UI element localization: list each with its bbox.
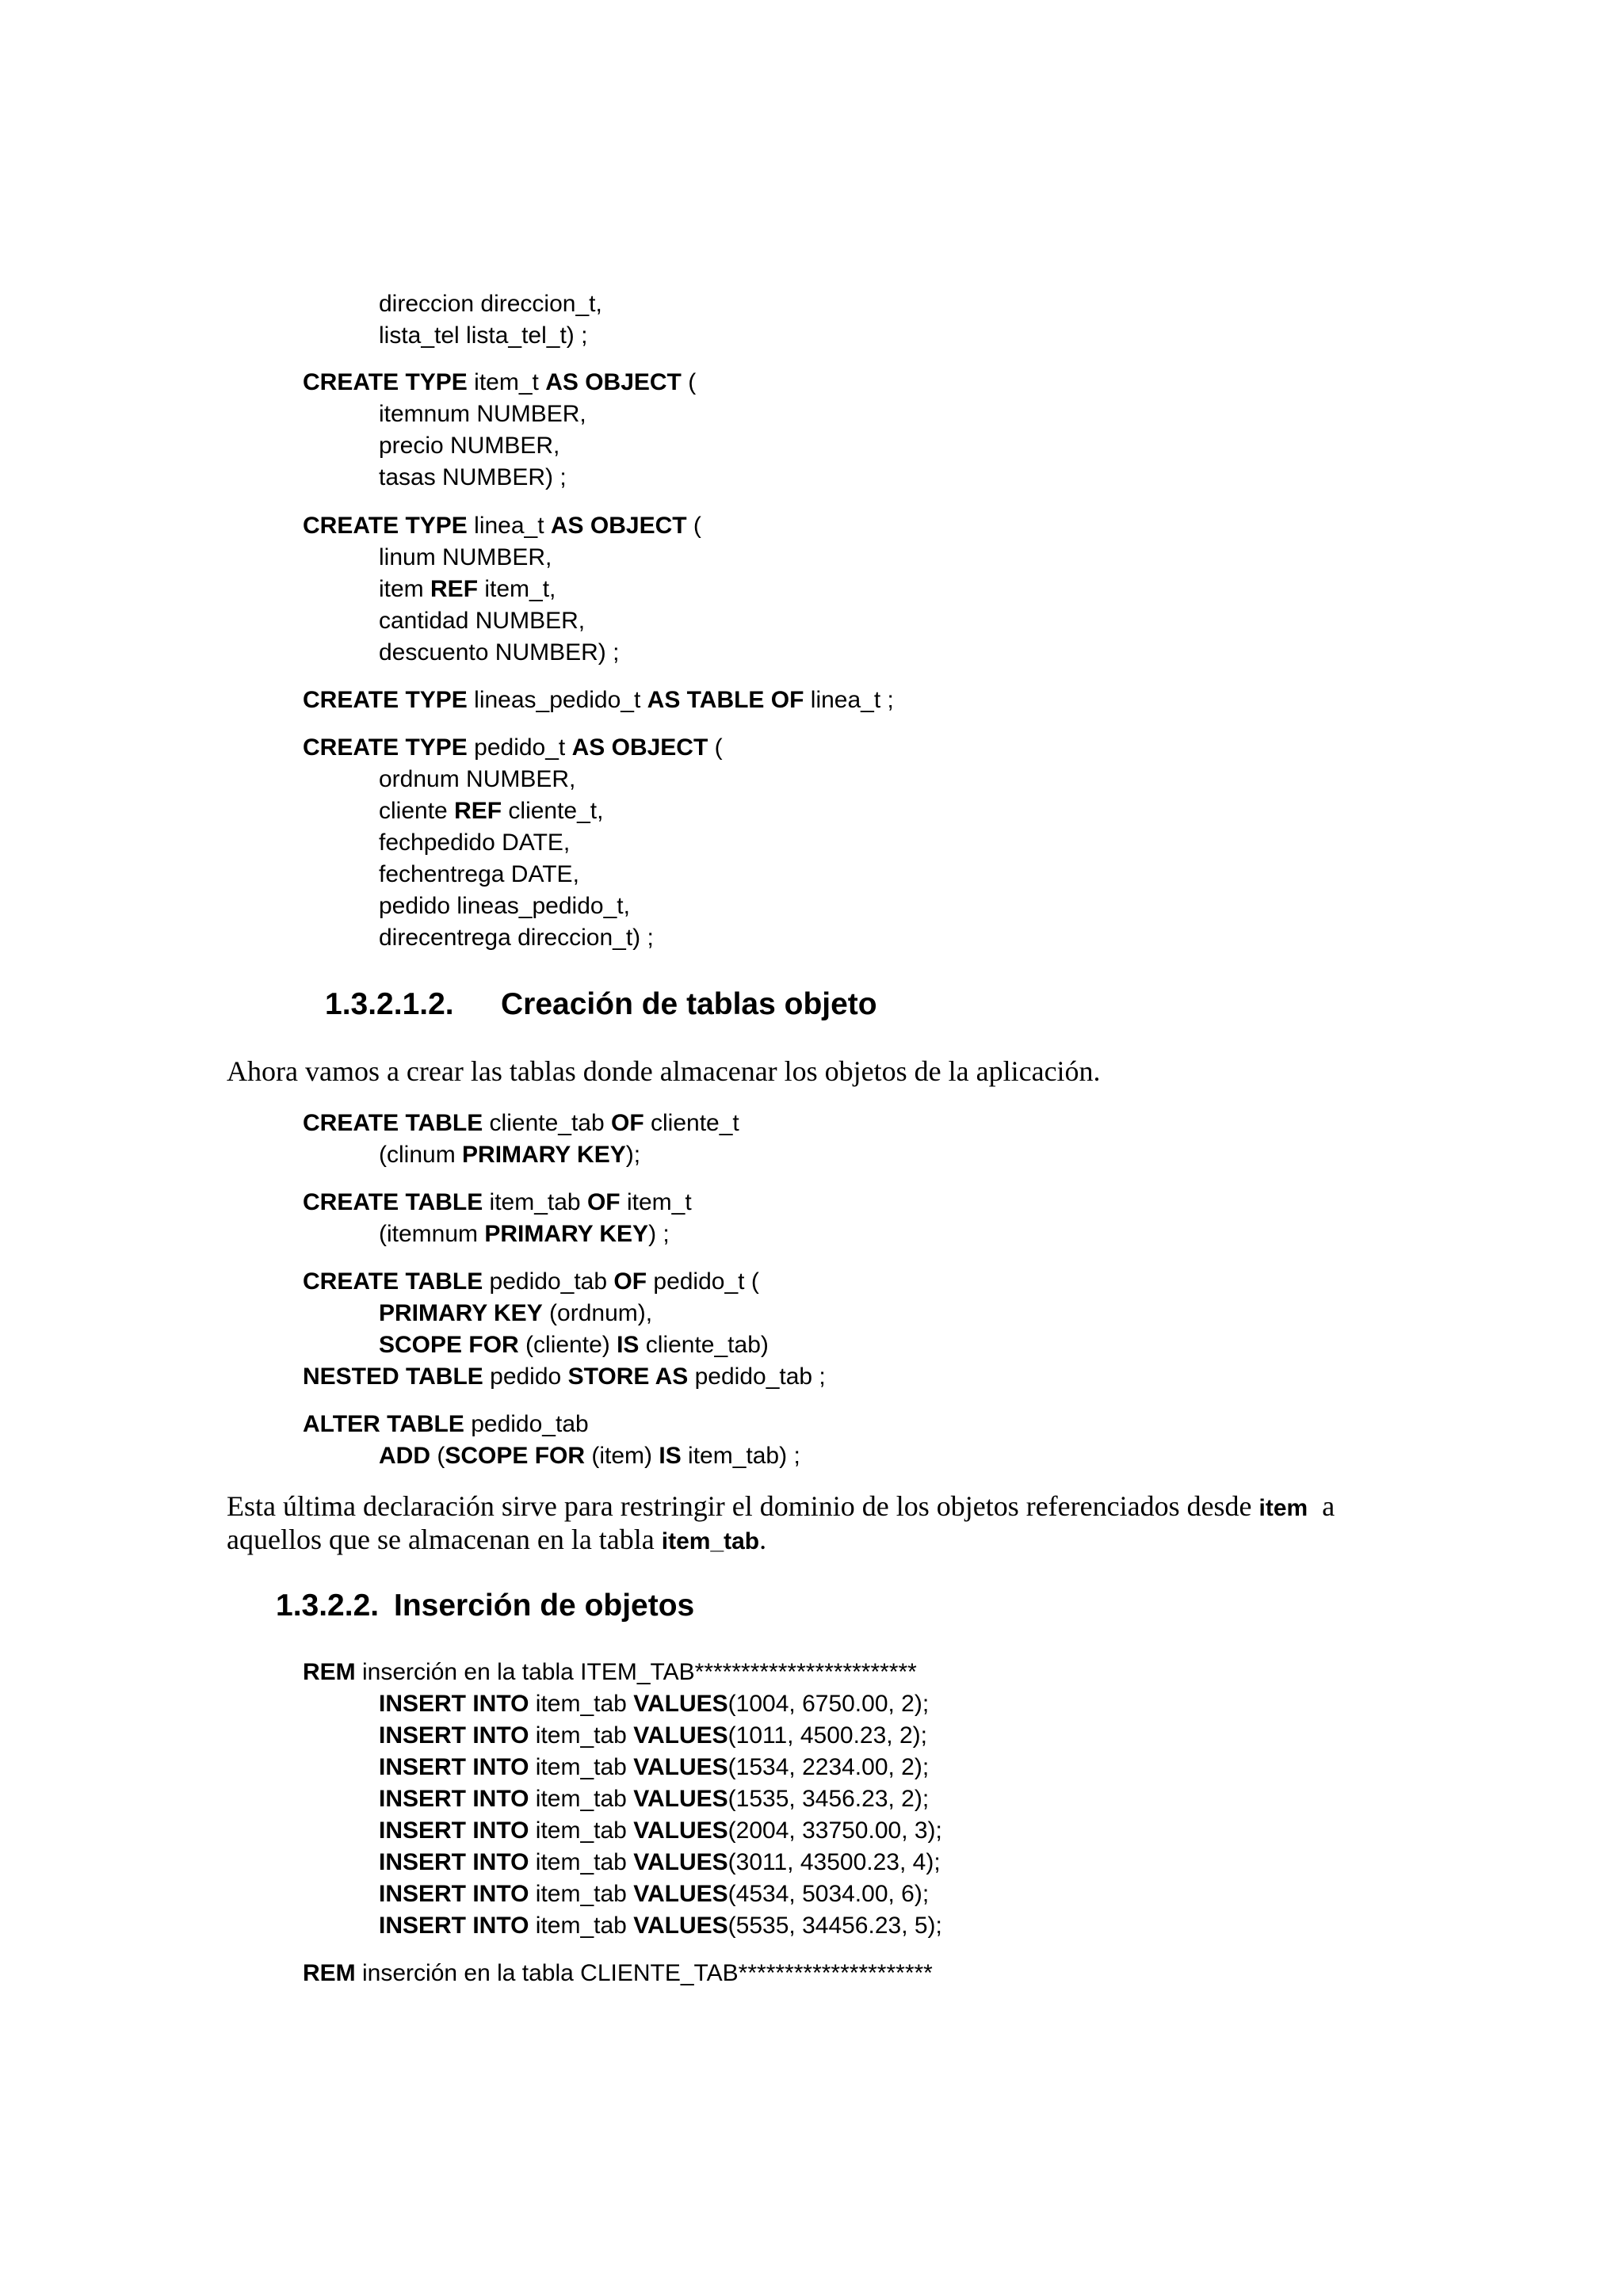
sql-text: (5535, 34456.23, 5); <box>727 1913 942 1939</box>
sql-keyword: VALUES <box>633 1786 728 1812</box>
sql-text: item <box>379 576 431 602</box>
paragraph-text: . <box>759 1524 767 1555</box>
sql-keyword: AS TABLE OF <box>647 687 804 713</box>
code-line <box>379 1878 929 1910</box>
sql-text: (1534, 2234.00, 2); <box>727 1754 930 1780</box>
sql-text: inserción en la tabla CLIENTE_TAB********************* <box>355 1960 933 1986</box>
sql-keyword: SCOPE FOR <box>445 1443 586 1469</box>
code-line <box>303 685 894 716</box>
sql-text: tasas NUMBER) ; <box>379 464 567 490</box>
code-line <box>303 1266 759 1298</box>
sql-keyword: INSERT INTO <box>379 1849 529 1875</box>
sql-text: ( <box>708 734 723 761</box>
sql-text: item_tab <box>529 1881 634 1907</box>
sql-keyword: INSERT INTO <box>379 1691 529 1717</box>
sql-keyword: AS OBJECT <box>545 369 682 395</box>
code-line <box>379 1752 929 1783</box>
sql-text: direccion direccion_t, <box>379 291 602 317</box>
code-line <box>379 922 654 954</box>
sql-keyword: CREATE TABLE <box>303 1189 483 1215</box>
sql-text: ); <box>625 1142 641 1168</box>
section-heading-title: Inserción de objetos <box>394 1589 695 1623</box>
sql-text: pedido_t <box>467 734 572 761</box>
sql-keyword: INSERT INTO <box>379 1754 529 1780</box>
code-line <box>379 827 570 859</box>
code-line <box>303 1657 917 1688</box>
sql-keyword: CREATE TABLE <box>303 1268 483 1295</box>
sql-text: pedido_tab ; <box>688 1363 826 1390</box>
sql-text: pedido_tab <box>483 1268 614 1295</box>
code-line <box>303 367 696 399</box>
sql-text: ordnum NUMBER, <box>379 766 576 792</box>
sql-text: itemnum NUMBER, <box>379 401 586 427</box>
sql-text: cliente <box>379 798 455 824</box>
sql-keyword: VALUES <box>633 1881 728 1907</box>
sql-keyword: NESTED TABLE <box>303 1363 483 1390</box>
sql-keyword: INSERT INTO <box>379 1722 529 1749</box>
sql-text: fechentrega DATE, <box>379 861 579 887</box>
sql-text: ) ; <box>648 1221 670 1247</box>
paragraph: Ahora vamos a crear las tablas donde almacenar los objetos de la aplicación. <box>227 1055 1101 1087</box>
sql-text: pedido <box>483 1363 568 1390</box>
sql-keyword: PRIMARY KEY <box>379 1300 543 1326</box>
code-line <box>379 1783 929 1815</box>
code-line <box>303 1409 589 1440</box>
code-line <box>379 1720 927 1752</box>
sql-text: item_tab <box>529 1849 634 1875</box>
sql-text: item_tab) ; <box>681 1443 800 1469</box>
code-line <box>379 1910 942 1942</box>
sql-keyword: ADD <box>379 1443 430 1469</box>
code-line <box>303 1958 933 1989</box>
code-line <box>379 637 619 669</box>
sql-text: descuento NUMBER) ; <box>379 639 620 666</box>
sql-text: item_t <box>620 1189 692 1215</box>
sql-text: lineas_pedido_t <box>467 687 647 713</box>
code-line <box>379 1815 942 1847</box>
code-line <box>379 764 575 795</box>
sql-text: item_tab <box>529 1817 634 1844</box>
sql-keyword: VALUES <box>633 1849 728 1875</box>
sql-keyword: CREATE TYPE <box>303 369 468 395</box>
sql-keyword: PRIMARY KEY <box>484 1221 649 1247</box>
sql-text: (1535, 3456.23, 2); <box>727 1786 930 1812</box>
code-line <box>379 1139 640 1171</box>
sql-text: item_tab <box>529 1913 634 1939</box>
sql-text: item_tab <box>529 1691 634 1717</box>
code-line <box>379 605 585 637</box>
code-line <box>379 1688 929 1720</box>
code-line <box>379 399 586 430</box>
code-line <box>379 891 630 922</box>
sql-keyword: INSERT INTO <box>379 1817 529 1844</box>
sql-keyword: INSERT INTO <box>379 1786 529 1812</box>
sql-keyword: REM <box>303 1960 356 1986</box>
sql-text: precio NUMBER, <box>379 433 560 459</box>
sql-text: item_tab <box>529 1754 634 1780</box>
sql-keyword: VALUES <box>633 1817 728 1844</box>
sql-text: (ordnum), <box>542 1300 653 1326</box>
section-heading-number: 1.3.2.1.2. <box>325 987 454 1021</box>
sql-keyword: AS OBJECT <box>571 734 708 761</box>
code-line <box>379 1440 800 1472</box>
code-line <box>379 320 587 352</box>
sql-keyword: VALUES <box>633 1913 728 1939</box>
section-heading-title: Creación de tablas objeto <box>501 987 877 1021</box>
sql-text: linum NUMBER, <box>379 544 552 570</box>
sql-text: ( <box>681 369 697 395</box>
sql-keyword: CREATE TABLE <box>303 1110 483 1136</box>
sql-text: (3011, 43500.23, 4); <box>727 1849 941 1875</box>
code-line <box>379 795 603 827</box>
inline-code: item_tab <box>661 1528 760 1554</box>
sql-keyword: OF <box>613 1268 647 1295</box>
code-line <box>379 542 552 574</box>
sql-text: (item) <box>585 1443 659 1469</box>
code-line <box>379 462 567 494</box>
code-line <box>379 1329 769 1361</box>
sql-keyword: VALUES <box>633 1754 728 1780</box>
code-line <box>379 288 602 320</box>
sql-keyword: REF <box>454 798 502 824</box>
sql-keyword: STORE AS <box>567 1363 689 1390</box>
sql-text: cantidad NUMBER, <box>379 608 586 634</box>
sql-keyword: AS OBJECT <box>550 513 687 539</box>
code-line <box>303 1187 692 1219</box>
sql-keyword: REM <box>303 1659 356 1685</box>
sql-keyword: CREATE TYPE <box>303 734 468 761</box>
sql-text: fechpedido DATE, <box>379 830 571 856</box>
code-line <box>379 1847 941 1878</box>
sql-keyword: OF <box>586 1189 621 1215</box>
sql-text: ( <box>430 1443 445 1469</box>
sql-text: cliente_tab <box>483 1110 611 1136</box>
sql-text: (itemnum <box>379 1221 485 1247</box>
inline-code: item <box>1258 1495 1308 1521</box>
sql-text: item_t <box>467 369 546 395</box>
paragraph-line <box>227 1489 1335 1525</box>
sql-keyword: CREATE TYPE <box>303 513 468 539</box>
sql-text: (1011, 4500.23, 2); <box>727 1722 927 1749</box>
sql-text: linea_t <box>467 513 551 539</box>
sql-keyword: VALUES <box>633 1722 728 1749</box>
section-heading-number: 1.3.2.2. <box>276 1589 380 1623</box>
sql-keyword: VALUES <box>633 1691 728 1717</box>
sql-keyword: CREATE TYPE <box>303 687 468 713</box>
sql-keyword: REF <box>430 576 479 602</box>
sql-text: item_t, <box>478 576 556 602</box>
sql-text: ( <box>686 513 701 539</box>
code-line <box>379 1219 670 1250</box>
code-line <box>379 574 556 605</box>
code-line <box>379 1298 652 1329</box>
sql-keyword: IS <box>659 1443 682 1469</box>
code-line <box>379 859 579 891</box>
sql-keyword: ALTER TABLE <box>303 1411 464 1437</box>
sql-text: cliente_tab) <box>639 1332 769 1358</box>
sql-keyword: IS <box>617 1332 640 1358</box>
paragraph-text: a <box>1308 1490 1335 1522</box>
sql-text: item_tab <box>529 1786 634 1812</box>
code-line <box>303 510 701 542</box>
code-line <box>303 732 723 764</box>
sql-text: cliente_t <box>643 1110 739 1136</box>
sql-text: direcentrega direccion_t) ; <box>379 925 654 951</box>
sql-keyword: OF <box>611 1110 644 1136</box>
sql-text: cliente_t, <box>502 798 604 824</box>
paragraph-text: Esta última declaración sirve para restringir el dominio de los objetos referenciados desde <box>227 1490 1259 1522</box>
sql-keyword: SCOPE FOR <box>379 1332 519 1358</box>
code-line <box>303 1108 739 1139</box>
code-line <box>379 430 559 462</box>
sql-keyword: PRIMARY KEY <box>462 1142 626 1168</box>
code-line <box>303 1361 826 1393</box>
sql-text: item_tab <box>529 1722 634 1749</box>
sql-text: pedido lineas_pedido_t, <box>379 893 630 919</box>
sql-text: (2004, 33750.00, 3); <box>727 1817 942 1844</box>
paragraph-line <box>227 1523 766 1558</box>
sql-keyword: INSERT INTO <box>379 1913 529 1939</box>
sql-keyword: INSERT INTO <box>379 1881 529 1907</box>
sql-text: pedido_t ( <box>647 1268 759 1295</box>
sql-text: item_tab <box>483 1189 587 1215</box>
sql-text: inserción en la tabla ITEM_TAB************************ <box>355 1659 917 1685</box>
sql-text: (cliente) <box>518 1332 617 1358</box>
sql-text: linea_t ; <box>804 687 894 713</box>
sql-text: (4534, 5034.00, 6); <box>727 1881 930 1907</box>
sql-text: (clinum <box>379 1142 463 1168</box>
sql-text: lista_tel lista_tel_t) ; <box>379 322 588 349</box>
sql-text: (1004, 6750.00, 2); <box>727 1691 930 1717</box>
paragraph-text: aquellos que se almacenan en la tabla <box>227 1524 662 1555</box>
sql-text: pedido_tab <box>464 1411 589 1437</box>
